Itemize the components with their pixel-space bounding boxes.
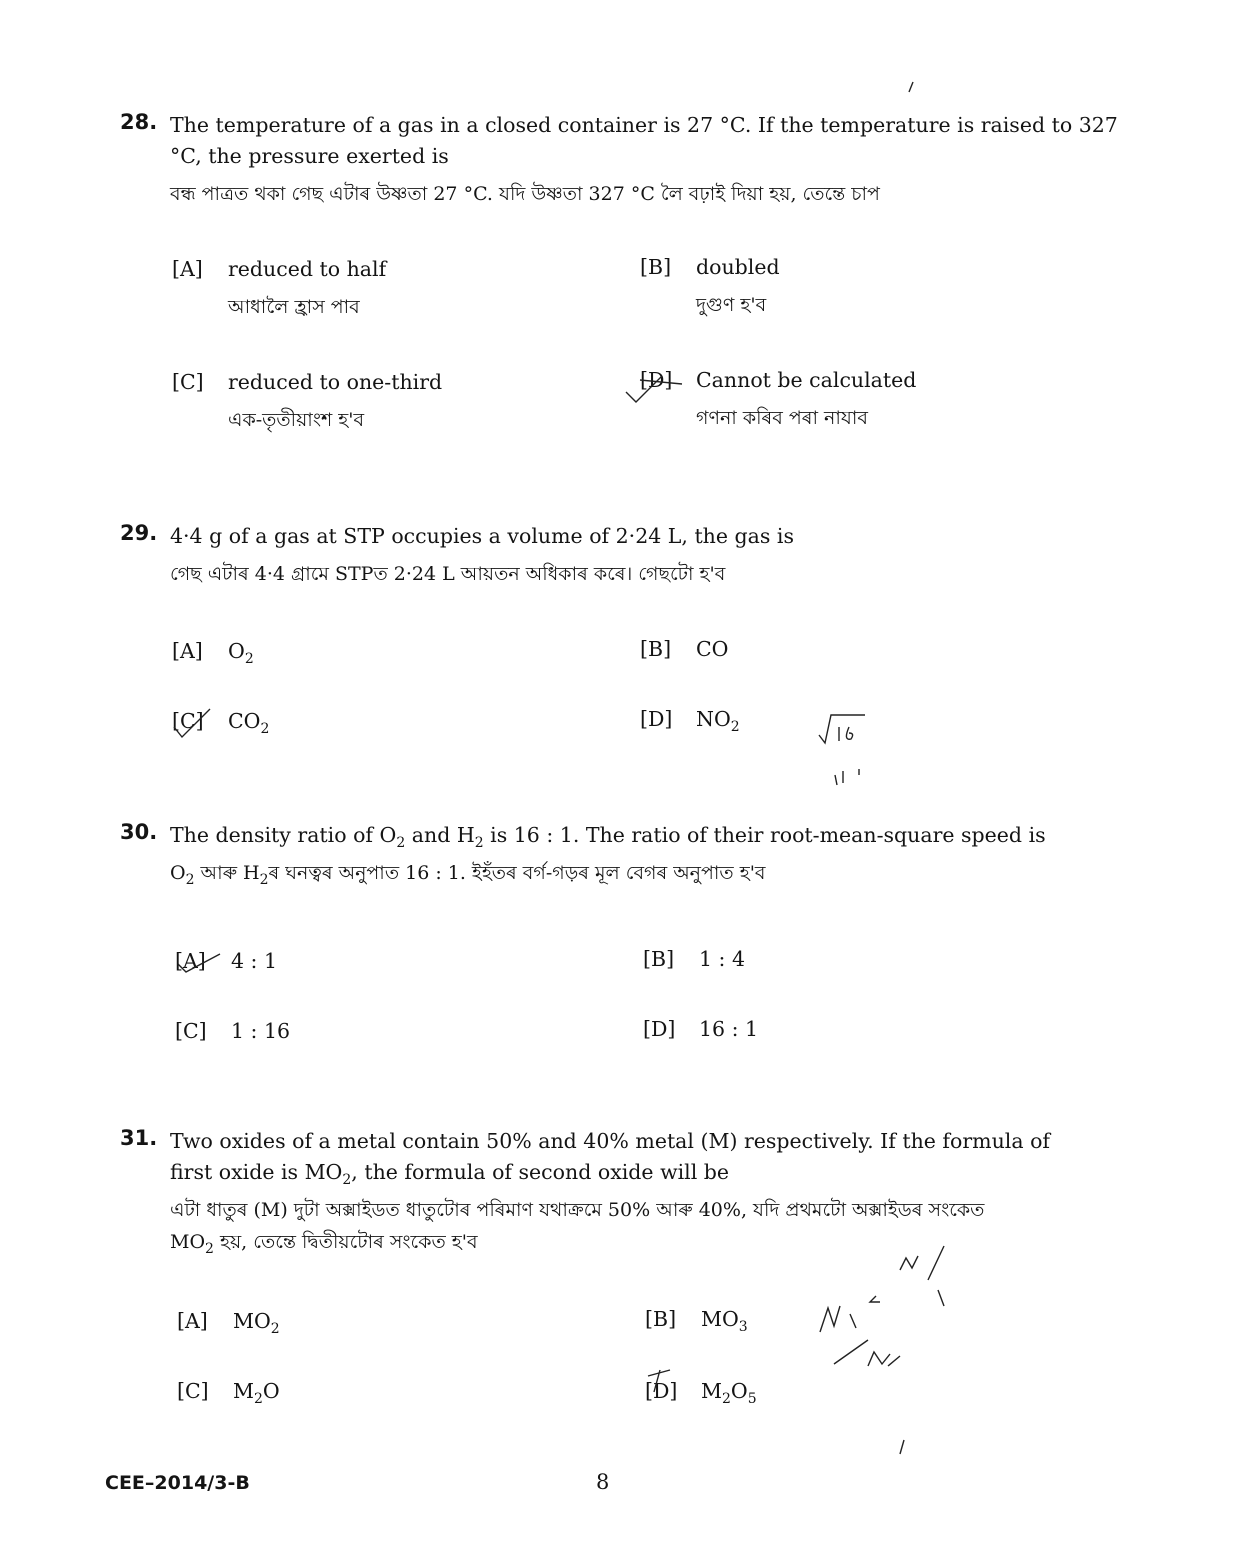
option-d[interactable] <box>643 1010 758 1048</box>
option-label: [A] <box>172 639 203 663</box>
option-c[interactable] <box>175 1012 290 1050</box>
option-text-assamese: দুগুণ হ'ব <box>696 294 767 316</box>
question-text: The density ratio of $O_2$ and $H_2$ is 16 : 1. The ratio of their root-mean-square speed is <box>170 823 1046 851</box>
question-number: 30. <box>120 820 158 844</box>
handwritten-note-icon <box>810 1240 960 1380</box>
option-label: [A] <box>175 949 206 973</box>
option-b[interactable] <box>640 630 729 668</box>
option-value: 16 : 1 <box>699 1017 759 1041</box>
formula: $CO_2$ <box>228 709 270 737</box>
formula: CO <box>696 637 729 661</box>
option-value: 4 : 1 <box>231 949 278 973</box>
option-text-assamese: এক-তৃতীয়াংশ হ'ব <box>228 409 365 431</box>
option-value: 1 : 16 <box>231 1019 291 1043</box>
question-text-assamese: বন্ধ পাত্ৰত থকা গেছ এটাৰ উষ্ণতা 27 °C. যদি উষ্ণতা 327 °C লৈ বঢ়াই দিয়া হয়, তেন্তে চাপ <box>170 183 880 205</box>
option-label: [C] <box>172 709 204 733</box>
question-text-assamese: গেছ এটাৰ 4·4 গ্ৰামে STPত 2·24 L আয়তন অধিকাৰ কৰে। গেছটো হ'ব <box>170 563 726 585</box>
option-value: 1 : 4 <box>699 947 746 971</box>
stray-mark-icon <box>895 1438 909 1458</box>
option-label: [B] <box>645 1307 677 1331</box>
option-a[interactable] <box>172 632 254 670</box>
exam-code: CEE–2014/3-B <box>105 1472 250 1494</box>
option-b[interactable] <box>643 940 745 978</box>
option-text: reduced to half <box>228 257 387 281</box>
option-label: [D] <box>645 1379 678 1403</box>
question-text: Two oxides of a metal contain 50% and 40% metal (M) respectively. If the formula of first oxide is $MO_2$, the formula of second oxide will be <box>170 1129 1051 1188</box>
option-label: [C] <box>172 370 204 394</box>
question-31 <box>120 1126 1120 1258</box>
option-text: Cannot be calculated <box>696 368 917 392</box>
option-label: [B] <box>643 947 675 971</box>
option-b[interactable] <box>645 1300 748 1338</box>
question-text: The temperature of a gas in a closed container is 27 °C. If the temperature is raised to 327 °C, the pressure exerted is <box>170 113 1118 168</box>
tick-mark-icon <box>640 1366 680 1396</box>
formula: $M_2O$ <box>233 1379 280 1407</box>
formula: $M_2O_5$ <box>701 1379 757 1407</box>
page-number: 8 <box>596 1470 610 1494</box>
question-text-assamese: এটা ধাতুৰ (M) দুটা অক্সাইডত ধাতুটোৰ পৰিমাণ যথাক্ৰমে 50% আৰু 40%, যদি প্ৰথমটো অক্সাইডৰ সংকেত $MO_2$ হয়, তেন্তে দ্বিতীয়টোৰ সংকেত হ'ব <box>170 1199 985 1257</box>
question-text: 4·4 g of a gas at STP occupies a volume of 2·24 L, the gas is <box>170 524 794 548</box>
option-label: [C] <box>175 1019 207 1043</box>
tick-mark-icon <box>172 948 232 978</box>
option-label: [A] <box>172 257 203 281</box>
option-label: [B] <box>640 255 672 279</box>
question-number: 31. <box>120 1126 158 1150</box>
option-text-assamese: গণনা কৰিব পৰা নাযাব <box>696 407 868 429</box>
option-d[interactable] <box>640 700 740 738</box>
tick-mark-icon <box>622 370 692 410</box>
formula: $MO_2$ <box>233 1309 280 1337</box>
handwritten-note-icon <box>815 705 895 795</box>
question-number: 28. <box>120 110 158 134</box>
option-a[interactable] <box>177 1302 280 1340</box>
option-c[interactable] <box>177 1372 280 1410</box>
option-b[interactable] <box>640 248 780 324</box>
stray-mark-icon <box>905 80 919 96</box>
question-30 <box>120 820 1120 889</box>
tick-mark-icon <box>170 705 220 745</box>
formula: $O_2$ <box>228 639 254 667</box>
option-label: [C] <box>177 1379 209 1403</box>
formula: $MO_3$ <box>701 1307 748 1335</box>
formula: $NO_2$ <box>696 707 740 735</box>
option-c[interactable] <box>172 363 442 439</box>
question-number: 29. <box>120 521 158 545</box>
option-text: doubled <box>696 255 780 279</box>
option-label: [B] <box>640 637 672 661</box>
option-label: [D] <box>643 1017 676 1041</box>
question-29 <box>120 521 1120 590</box>
question-text-assamese: $O_2$ আৰু $H_2ৰ$ ঘনত্বৰ অনুপাত 16 : 1. ইহঁতৰ বৰ্গ-গড়ৰ মূল বেগৰ অনুপাত হ'ব <box>170 862 766 888</box>
option-text: reduced to one-third <box>228 370 443 394</box>
option-a[interactable] <box>172 250 386 326</box>
option-label: [D] <box>640 707 673 731</box>
option-label: [D] <box>640 368 673 392</box>
option-text-assamese: আধালৈ হ্ৰাস পাব <box>228 296 360 318</box>
question-28 <box>120 110 1120 210</box>
option-label: [A] <box>177 1309 208 1333</box>
